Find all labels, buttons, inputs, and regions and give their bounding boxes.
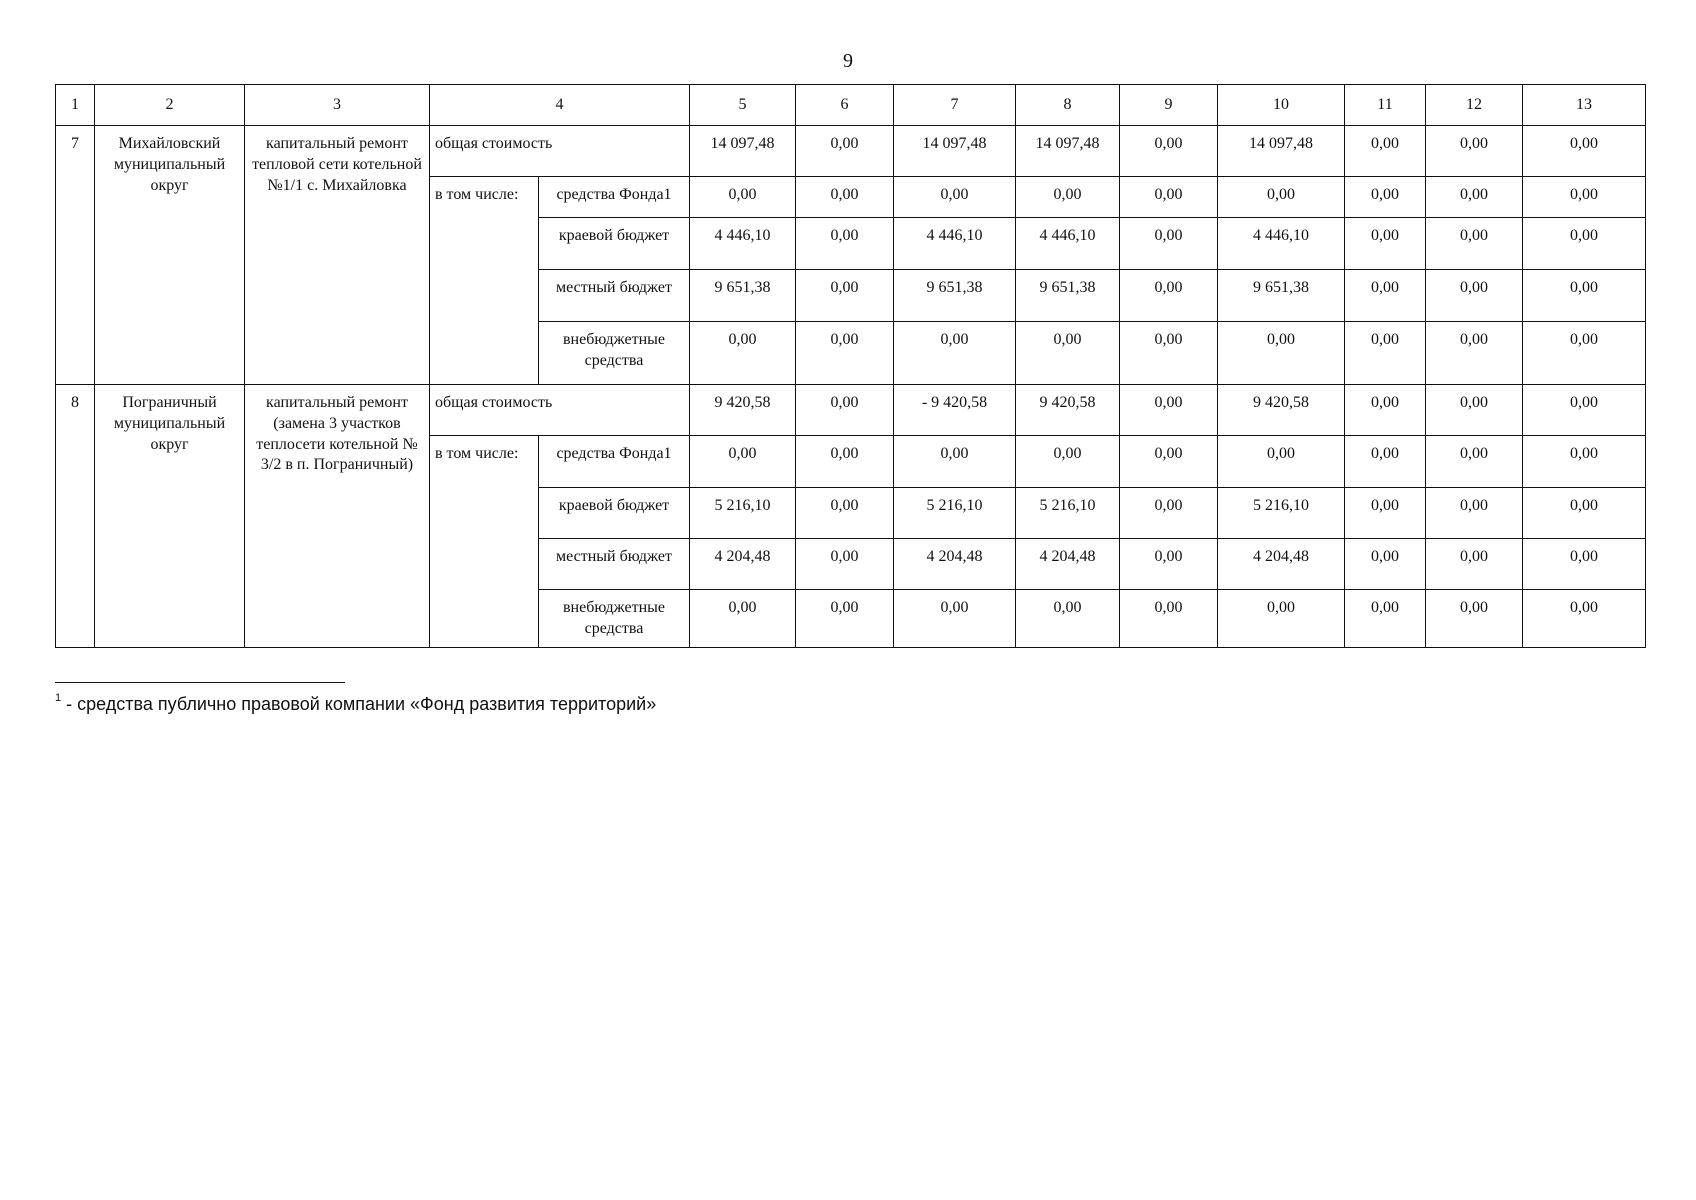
- value-cell: 0,00: [1016, 177, 1120, 218]
- value-cell: 0,00: [1120, 436, 1218, 488]
- value-cell: 0,00: [1523, 539, 1646, 590]
- header-cell: 11: [1345, 85, 1426, 126]
- value-cell: 5 216,10: [690, 488, 796, 539]
- footnote-marker: 1: [55, 692, 62, 704]
- value-cell: - 9 420,58: [894, 385, 1016, 436]
- row-label: средства Фонда1: [539, 436, 690, 488]
- header-cell: 10: [1218, 85, 1345, 126]
- row-label: средства Фонда1: [539, 177, 690, 218]
- value-cell: 0,00: [690, 322, 796, 385]
- value-cell: 0,00: [1120, 539, 1218, 590]
- value-cell: 0,00: [796, 488, 894, 539]
- value-cell: 0,00: [894, 177, 1016, 218]
- value-cell: 0,00: [1426, 322, 1523, 385]
- table-row: [56, 385, 1646, 436]
- value-cell: 0,00: [1120, 385, 1218, 436]
- value-cell: 0,00: [796, 322, 894, 385]
- value-cell: 0,00: [894, 436, 1016, 488]
- value-cell: 9 651,38: [1016, 270, 1120, 322]
- value-cell: 0,00: [1120, 590, 1218, 648]
- sub-header-label: в том числе:: [430, 436, 539, 648]
- value-cell: 0,00: [1523, 322, 1646, 385]
- value-cell: 14 097,48: [1016, 126, 1120, 177]
- value-cell: 5 216,10: [1016, 488, 1120, 539]
- value-cell: 5 216,10: [894, 488, 1016, 539]
- header-cell: 9: [1120, 85, 1218, 126]
- object-description: капитальный ремонт тепловой сети котельной №1/1 с. Михайловка: [245, 126, 430, 385]
- value-cell: 0,00: [1016, 590, 1120, 648]
- value-cell: 0,00: [1218, 590, 1345, 648]
- header-cell: 7: [894, 85, 1016, 126]
- value-cell: 0,00: [1426, 488, 1523, 539]
- header-row: [56, 85, 1646, 126]
- footnote-separator: [55, 682, 345, 683]
- value-cell: 0,00: [796, 270, 894, 322]
- municipality-name: Михайловский муниципальный округ: [95, 126, 245, 385]
- value-cell: 0,00: [1426, 590, 1523, 648]
- value-cell: 0,00: [1426, 177, 1523, 218]
- value-cell: 0,00: [1426, 270, 1523, 322]
- value-cell: 0,00: [1426, 539, 1523, 590]
- value-cell: 0,00: [1523, 590, 1646, 648]
- row-label: общая стоимость: [430, 385, 690, 436]
- object-description: капитальный ремонт (замена 3 участков теплосети котельной № 3/2 в п. Пограничный): [245, 385, 430, 648]
- value-cell: 0,00: [1016, 436, 1120, 488]
- value-cell: 0,00: [1523, 177, 1646, 218]
- value-cell: 0,00: [796, 539, 894, 590]
- value-cell: 9 651,38: [1218, 270, 1345, 322]
- row-label: местный бюджет: [539, 539, 690, 590]
- value-cell: 0,00: [1218, 436, 1345, 488]
- header-cell: 3: [245, 85, 430, 126]
- row-label: внебюджетные средства: [539, 322, 690, 385]
- row-label: краевой бюджет: [539, 218, 690, 270]
- value-cell: 0,00: [1218, 177, 1345, 218]
- row-label: внебюджетные средства: [539, 590, 690, 648]
- value-cell: 0,00: [1523, 218, 1646, 270]
- value-cell: 4 446,10: [1016, 218, 1120, 270]
- header-cell: 12: [1426, 85, 1523, 126]
- value-cell: 0,00: [690, 177, 796, 218]
- value-cell: 0,00: [1426, 436, 1523, 488]
- footnote-text: - средства публично правовой компании «Фонд развития территорий»: [61, 694, 657, 714]
- value-cell: 0,00: [1120, 322, 1218, 385]
- header-cell: 6: [796, 85, 894, 126]
- value-cell: 0,00: [1345, 590, 1426, 648]
- value-cell: 0,00: [796, 177, 894, 218]
- value-cell: 4 204,48: [1218, 539, 1345, 590]
- value-cell: 14 097,48: [1218, 126, 1345, 177]
- value-cell: 0,00: [1345, 218, 1426, 270]
- value-cell: 0,00: [1120, 218, 1218, 270]
- value-cell: 14 097,48: [690, 126, 796, 177]
- value-cell: 0,00: [1120, 488, 1218, 539]
- value-cell: 0,00: [796, 218, 894, 270]
- value-cell: 0,00: [1345, 488, 1426, 539]
- table-row: [56, 126, 1646, 177]
- value-cell: 0,00: [1120, 126, 1218, 177]
- value-cell: 9 420,58: [690, 385, 796, 436]
- value-cell: 0,00: [1120, 177, 1218, 218]
- value-cell: 0,00: [1345, 270, 1426, 322]
- value-cell: 0,00: [690, 436, 796, 488]
- page-number: 9: [843, 50, 853, 72]
- value-cell: 9 420,58: [1218, 385, 1345, 436]
- value-cell: 4 204,48: [894, 539, 1016, 590]
- financing-table: [55, 84, 1646, 648]
- value-cell: 9 651,38: [894, 270, 1016, 322]
- value-cell: 0,00: [1345, 177, 1426, 218]
- value-cell: 0,00: [1345, 322, 1426, 385]
- value-cell: 0,00: [894, 322, 1016, 385]
- header-cell: 4: [430, 85, 690, 126]
- value-cell: 0,00: [1523, 385, 1646, 436]
- value-cell: 0,00: [1345, 126, 1426, 177]
- value-cell: 0,00: [1120, 270, 1218, 322]
- value-cell: 0,00: [1426, 218, 1523, 270]
- header-cell: 1: [56, 85, 95, 126]
- value-cell: 0,00: [796, 436, 894, 488]
- header-cell: 13: [1523, 85, 1646, 126]
- value-cell: 4 204,48: [1016, 539, 1120, 590]
- sub-header-label: в том числе:: [430, 177, 539, 385]
- value-cell: 5 216,10: [1218, 488, 1345, 539]
- value-cell: 0,00: [796, 385, 894, 436]
- value-cell: 0,00: [796, 126, 894, 177]
- value-cell: 0,00: [1523, 436, 1646, 488]
- value-cell: 0,00: [1016, 322, 1120, 385]
- value-cell: 0,00: [1523, 270, 1646, 322]
- value-cell: 4 204,48: [690, 539, 796, 590]
- value-cell: 0,00: [1426, 126, 1523, 177]
- value-cell: 0,00: [1523, 126, 1646, 177]
- value-cell: 14 097,48: [894, 126, 1016, 177]
- value-cell: 9 651,38: [690, 270, 796, 322]
- value-cell: 0,00: [894, 590, 1016, 648]
- row-label: общая стоимость: [430, 126, 690, 177]
- row-number: 7: [56, 126, 95, 385]
- municipality-name: Пограничный муниципальный округ: [95, 385, 245, 648]
- value-cell: 9 420,58: [1016, 385, 1120, 436]
- value-cell: 0,00: [1345, 539, 1426, 590]
- row-label: местный бюджет: [539, 270, 690, 322]
- footnote: [55, 694, 656, 715]
- value-cell: 4 446,10: [690, 218, 796, 270]
- row-label: краевой бюджет: [539, 488, 690, 539]
- value-cell: 0,00: [690, 590, 796, 648]
- row-number: 8: [56, 385, 95, 648]
- value-cell: 0,00: [1523, 488, 1646, 539]
- header-cell: 8: [1016, 85, 1120, 126]
- value-cell: 0,00: [1426, 385, 1523, 436]
- value-cell: 0,00: [1345, 436, 1426, 488]
- value-cell: 0,00: [796, 590, 894, 648]
- value-cell: 4 446,10: [1218, 218, 1345, 270]
- header-cell: 5: [690, 85, 796, 126]
- value-cell: 4 446,10: [894, 218, 1016, 270]
- value-cell: 0,00: [1345, 385, 1426, 436]
- header-cell: 2: [95, 85, 245, 126]
- value-cell: 0,00: [1218, 322, 1345, 385]
